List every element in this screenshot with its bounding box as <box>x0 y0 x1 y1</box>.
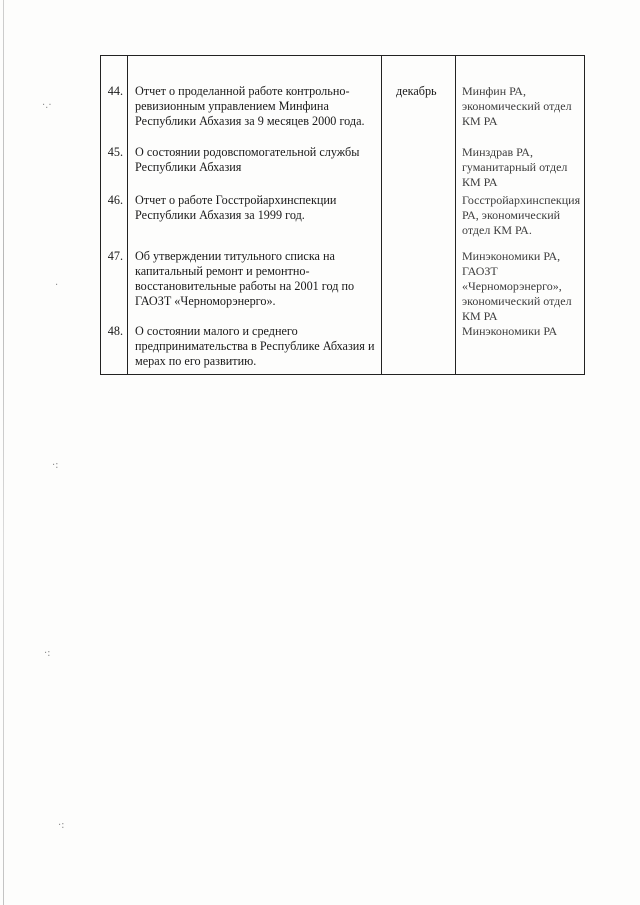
row-title-cell: О состоянии родовспомогательной службы Республики Абхазия <box>128 145 382 193</box>
row-number-cell: 48. <box>101 324 128 375</box>
table-row <box>101 145 585 193</box>
row-number-cell: 47. <box>101 249 128 324</box>
scan-speck: · <box>55 280 59 291</box>
row-responsible-cell: Минздрав РА, гуманитарный отдел КМ РА <box>456 145 585 193</box>
scan-speck: ·: <box>44 648 51 659</box>
row-responsible-cell: Минэкономики РА <box>456 324 585 375</box>
row-number-cell: 46. <box>101 193 128 249</box>
row-date-cell <box>382 324 456 375</box>
scan-speck: ·: <box>52 460 59 471</box>
table-row <box>101 56 585 146</box>
row-title-cell: Отчет о работе Госстройархинспекции Республики Абхазия за 1999 год. <box>128 193 382 249</box>
row-title-cell: Отчет о проделанной работе контрольно-ревизионным управлением Минфина Республики Абхазия за 9 месяцев 2000 года. <box>128 56 382 146</box>
table-row <box>101 324 585 375</box>
row-title-cell: О состоянии малого и среднего предпринимательства в Республике Абхазия и мерах по его развитию. <box>128 324 382 375</box>
row-responsible-cell: Минфин РА, экономический отдел КМ РА <box>456 56 585 146</box>
scan-speck: ·: <box>58 820 65 831</box>
row-date-cell: декабрь <box>382 56 456 146</box>
row-date-cell <box>382 193 456 249</box>
scan-speck: ·.· <box>42 100 52 111</box>
plan-table <box>100 55 585 375</box>
row-number-cell: 45. <box>101 145 128 193</box>
row-title-cell: Об утверждении титульного списка на капитальный ремонт и ремонтно-восстановительные работы на 2001 год по ГАОЗТ «Черноморэнерго». <box>128 249 382 324</box>
row-date-cell <box>382 249 456 324</box>
row-responsible-cell: Госстройархинспекция РА, экономический отдел КМ РА. <box>456 193 585 249</box>
row-responsible-cell: Минэкономики РА, ГАОЗТ «Черноморэнерго», экономический отдел КМ РА <box>456 249 585 324</box>
table-row <box>101 193 585 249</box>
row-number-cell: 44. <box>101 56 128 146</box>
table-row <box>101 249 585 324</box>
scan-edge-line <box>3 0 4 905</box>
row-date-cell <box>382 145 456 193</box>
